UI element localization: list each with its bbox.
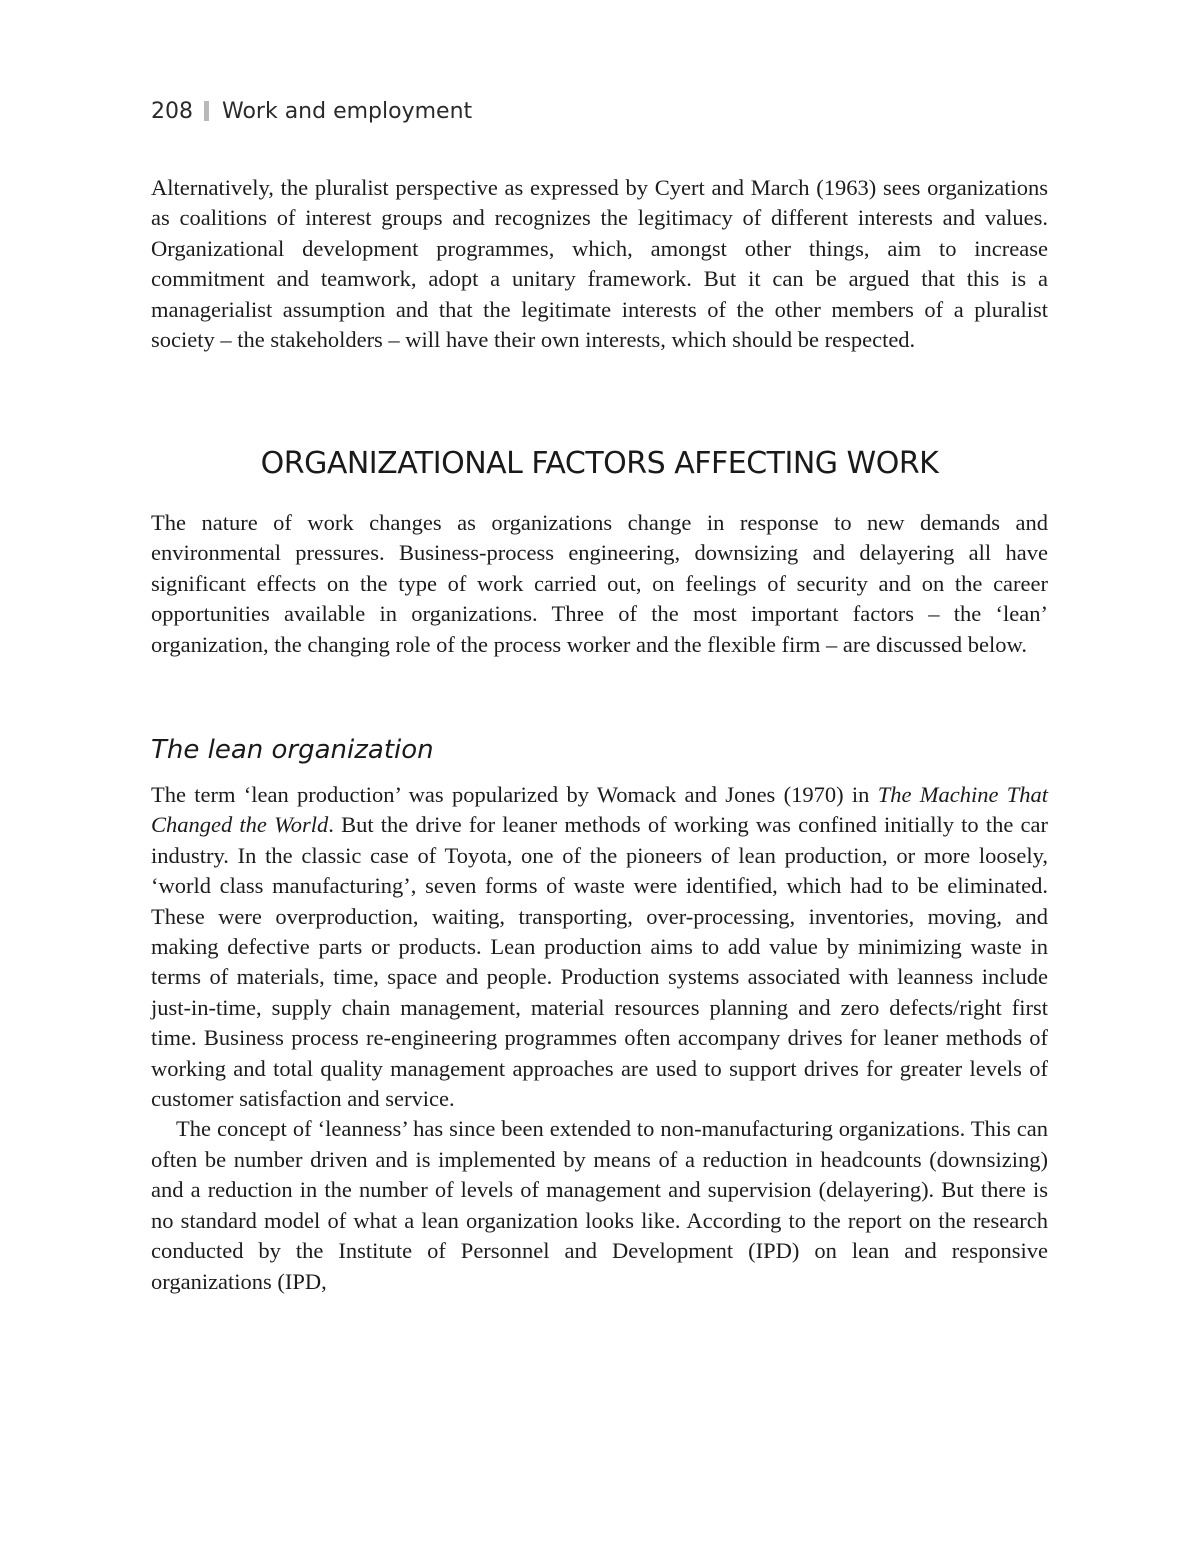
paragraph-pluralist: Alternatively, the pluralist perspective as expressed by Cyert and March (1963) sees organizations as coalitions of interest groups and recognizes the legitimacy of different interests and values. Organizational development programmes, which, amongst other things, aim to increase commitment and teamwork, adopt a unitary framework. But it can be argued that this is a managerialist assumption and that the legitimate interests of the other members of a pluralist society – the stakeholders – will have their own interests, which should be respected. (151, 175, 1048, 353)
subsection-block (151, 780, 1048, 1297)
lean-text-before: The term ‘lean production’ was popularized by Womack and Jones (1970) in (151, 782, 878, 807)
section-heading: ORGANIZATIONAL FACTORS AFFECTING WORK (260, 446, 939, 481)
running-head (151, 97, 472, 127)
paragraph-lean-production (151, 780, 1048, 1114)
section-block (151, 508, 1048, 660)
header-separator (204, 101, 209, 121)
book-title: The Machine That Changed the World (151, 782, 1049, 838)
running-head-title: Work and employment (222, 99, 473, 124)
page-number: 208 (151, 99, 193, 124)
intro-block (151, 173, 1048, 355)
lean-text-after: . But the drive for leaner methods of working was confined initially to the car industry. In the classic case of Toyota, one of the pioneers of lean production, or more loosely, ‘world class manufacturing’, seven forms of waste were identified, which had to be eliminated. These were overproduction, waiting, transporting, over-processing, inventories, moving, and making defective parts or products. Lean production aims to add value by minimizing waste in terms of materials, time, space and people. Production systems associated with leanness include just-in-time, supply chain management, material resources planning and zero defects/right first time. Business process re-engineering programmes often accompany drives for leaner methods of working and total quality management approaches are used to support drives for greater levels of customer satisfaction and service. (151, 812, 1048, 1112)
subsection-heading: The lean organization (151, 735, 434, 765)
paragraph-leanness-concept: The concept of ‘leanness’ has since been extended to non-manufacturing organizations. This can often be number driven and is implemented by means of a reduction in headcounts (downsizing) and a reduction in the number of levels of management and supervision (delayering). But there is no standard model of what a lean organization looks like. According to the report on the research conducted by the Institute of Personnel and Development (IPD) on lean and responsive organizations (IPD, (151, 1116, 1048, 1294)
paragraph-nature-of-work: The nature of work changes as organizations change in response to new demands and environmental pressures. Business-process engineering, downsizing and delayering all have significant effects on the type of work carried out, on feelings of security and on the career opportunities available in organizations. Three of the most important factors – the ‘lean’ organization, the changing role of the process worker and the flexible firm – are discussed below. (151, 510, 1048, 657)
